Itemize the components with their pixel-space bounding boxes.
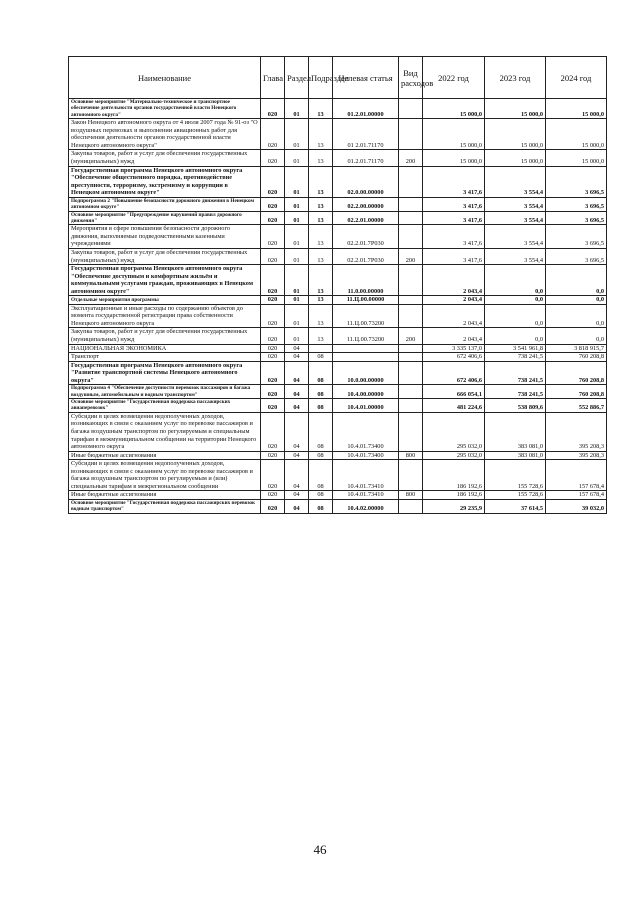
row-name-cell: Государственная программа Ненецкого автономного округа "Развитие транспортной системы Ненецкого автономного округа"	[69, 361, 261, 385]
row-2024-cell: 3 696,5	[546, 225, 607, 249]
table-row	[69, 211, 607, 225]
row-name-cell: Иные бюджетные ассигнования	[69, 451, 261, 460]
header-2023: 2023 год	[485, 57, 546, 99]
row-podrazdel-cell: 13	[309, 328, 333, 344]
row-glava-cell: 020	[261, 265, 285, 296]
row-statya-cell: 10.4.02.00000	[333, 499, 399, 513]
row-vid-cell	[399, 166, 423, 197]
row-2024-cell: 760 208,8	[546, 361, 607, 385]
row-glava-cell: 020	[261, 225, 285, 249]
row-statya-cell: 11.0.00.00000	[333, 265, 399, 296]
row-2022-cell: 481 224,6	[423, 399, 485, 413]
row-podrazdel-cell: 13	[309, 197, 333, 211]
row-podrazdel-cell: 13	[309, 119, 333, 150]
row-name-cell: Основное мероприятие "Материально-техническое и транспортное обеспечение деятельности органов государственной власти Ненецкого автономного округа"	[69, 99, 261, 119]
row-2022-cell: 15 000,0	[423, 150, 485, 166]
table-row	[69, 265, 607, 296]
row-statya-cell: 10.0.00.00000	[333, 361, 399, 385]
row-2022-cell: 3 417,6	[423, 225, 485, 249]
row-razdel-cell: 01	[285, 225, 309, 249]
table-row	[69, 150, 607, 166]
row-2024-cell: 3 696,5	[546, 248, 607, 264]
row-glava-cell: 020	[261, 499, 285, 513]
table-row	[69, 353, 607, 362]
row-2023-cell: 3 541 961,8	[485, 344, 546, 353]
header-glava: Глава	[261, 57, 285, 99]
row-2022-cell: 3 335 137,0	[423, 344, 485, 353]
header-vid: Вид расходов	[399, 57, 423, 99]
table-row	[69, 451, 607, 460]
row-vid-cell	[399, 361, 423, 385]
row-vid-cell: 200	[399, 248, 423, 264]
header-podrazdel: Подраздел	[309, 57, 333, 99]
row-2024-cell: 760 208,8	[546, 385, 607, 399]
row-statya-cell: 02.2.01.7Р030	[333, 248, 399, 264]
row-name-cell: Закупка товаров, работ и услуг для обеспечения государственных (муниципальных) нужд	[69, 248, 261, 264]
row-2022-cell: 186 192,6	[423, 460, 485, 491]
table-row	[69, 385, 607, 399]
row-razdel-cell: 04	[285, 361, 309, 385]
row-glava-cell: 020	[261, 361, 285, 385]
row-glava-cell: 020	[261, 353, 285, 362]
row-2022-cell: 3 417,6	[423, 248, 485, 264]
row-2023-cell: 3 554,4	[485, 197, 546, 211]
row-podrazdel-cell: 13	[309, 304, 333, 328]
row-podrazdel-cell: 08	[309, 491, 333, 500]
row-2023-cell: 3 554,4	[485, 225, 546, 249]
row-podrazdel-cell: 13	[309, 166, 333, 197]
row-podrazdel-cell: 08	[309, 460, 333, 491]
row-statya-cell: 01.2.01.71170	[333, 150, 399, 166]
row-2024-cell: 157 678,4	[546, 491, 607, 500]
row-statya-cell: 10.4.01.73400	[333, 412, 399, 451]
row-2022-cell: 3 417,6	[423, 166, 485, 197]
row-2022-cell: 186 192,6	[423, 491, 485, 500]
table-row	[69, 399, 607, 413]
row-razdel-cell: 04	[285, 491, 309, 500]
row-statya-cell: 10.4.01.00000	[333, 399, 399, 413]
header-2024: 2024 год	[546, 57, 607, 99]
header-name: Наименование	[69, 57, 261, 99]
row-name-cell: Подпрограмма 4 "Обеспечение доступности перевозок пассажиров и багажа воздушным, автомобильным и водным транспортом"	[69, 385, 261, 399]
row-statya-cell: 02.2.00.00000	[333, 197, 399, 211]
table-row	[69, 499, 607, 513]
row-podrazdel-cell: 08	[309, 361, 333, 385]
row-statya-cell: 02.2.01.7Р030	[333, 225, 399, 249]
row-statya-cell: 10.4.01.73400	[333, 451, 399, 460]
row-statya-cell: 10.4.01.73410	[333, 460, 399, 491]
row-razdel-cell: 01	[285, 211, 309, 225]
row-vid-cell	[399, 499, 423, 513]
row-2023-cell: 155 728,6	[485, 491, 546, 500]
row-2024-cell: 3 696,5	[546, 197, 607, 211]
row-name-cell: Мероприятия в сфере повышения безопасности дорожного движения, выполняемые подведомственными казенными учреждениями	[69, 225, 261, 249]
row-podrazdel-cell	[309, 344, 333, 353]
row-glava-cell: 020	[261, 211, 285, 225]
row-statya-cell: 11.Ц.00.73200	[333, 328, 399, 344]
row-glava-cell: 020	[261, 399, 285, 413]
row-2023-cell: 3 554,4	[485, 248, 546, 264]
row-name-cell: Транспорт	[69, 353, 261, 362]
table-row	[69, 296, 607, 305]
row-name-cell: Государственная программа Ненецкого автономного округа "Обеспечение общественного порядка, противодействие преступности, терроризму, экстремизму и коррупции в Ненецком автономном округе"	[69, 166, 261, 197]
row-glava-cell: 020	[261, 119, 285, 150]
row-vid-cell	[399, 211, 423, 225]
row-podrazdel-cell: 08	[309, 353, 333, 362]
row-2024-cell: 0,0	[546, 328, 607, 344]
row-2024-cell: 39 032,0	[546, 499, 607, 513]
row-name-cell: Субсидии в целях возмещения недополученных доходов, возникающих в связи с оказанием услуг по перевозке пассажиров и багажа воздушным транспортом по регулируемым и (или) специальным тарифам в межрегиональном сообщении	[69, 460, 261, 491]
row-vid-cell: 200	[399, 150, 423, 166]
row-2024-cell: 3 818 915,7	[546, 344, 607, 353]
row-2022-cell: 672 406,6	[423, 353, 485, 362]
table-row	[69, 225, 607, 249]
row-2024-cell: 3 696,5	[546, 166, 607, 197]
row-2022-cell: 672 406,6	[423, 361, 485, 385]
row-2023-cell: 37 614,5	[485, 499, 546, 513]
row-name-cell: Основное мероприятие "Предупреждение нарушений правил дорожного движения"	[69, 211, 261, 225]
row-statya-cell	[333, 344, 399, 353]
table-row	[69, 166, 607, 197]
row-2024-cell: 3 696,5	[546, 211, 607, 225]
row-2024-cell: 0,0	[546, 265, 607, 296]
row-vid-cell	[399, 265, 423, 296]
row-vid-cell	[399, 412, 423, 451]
row-razdel-cell: 01	[285, 296, 309, 305]
row-glava-cell: 020	[261, 166, 285, 197]
row-razdel-cell: 01	[285, 304, 309, 328]
row-name-cell: Закупка товаров, работ и услуг для обеспечения государственных (муниципальных) нужд	[69, 150, 261, 166]
row-statya-cell	[333, 353, 399, 362]
row-vid-cell	[399, 399, 423, 413]
row-razdel-cell: 01	[285, 166, 309, 197]
row-vid-cell	[399, 119, 423, 150]
row-glava-cell: 020	[261, 99, 285, 119]
table-row	[69, 119, 607, 150]
table-row	[69, 344, 607, 353]
row-razdel-cell: 04	[285, 451, 309, 460]
row-statya-cell: 01.2.01.00000	[333, 99, 399, 119]
row-glava-cell: 020	[261, 304, 285, 328]
table-row	[69, 304, 607, 328]
row-vid-cell: 200	[399, 328, 423, 344]
row-vid-cell	[399, 197, 423, 211]
row-vid-cell	[399, 344, 423, 353]
row-2024-cell: 15 000,0	[546, 150, 607, 166]
row-glava-cell: 020	[261, 385, 285, 399]
header-razdel: Раздел	[285, 57, 309, 99]
table-row	[69, 99, 607, 119]
table-row	[69, 491, 607, 500]
row-2022-cell: 29 235,9	[423, 499, 485, 513]
table-row	[69, 248, 607, 264]
row-statya-cell: 02.0.00.00000	[333, 166, 399, 197]
row-vid-cell: 800	[399, 451, 423, 460]
row-statya-cell: 10.4.00.00000	[333, 385, 399, 399]
row-2022-cell: 666 054,1	[423, 385, 485, 399]
row-razdel-cell: 04	[285, 344, 309, 353]
row-statya-cell: 11.Ц.00.73200	[333, 304, 399, 328]
row-podrazdel-cell: 13	[309, 296, 333, 305]
row-glava-cell: 020	[261, 491, 285, 500]
row-2023-cell: 738 241,5	[485, 353, 546, 362]
table-row	[69, 197, 607, 211]
row-razdel-cell: 01	[285, 197, 309, 211]
row-glava-cell: 020	[261, 150, 285, 166]
row-name-cell: Закон Ненецкого автономного округа от 4 июля 2007 года № 91-оз "О воздушных перевозках и выполнении авиационных работ для обеспечения деятельности органов государственной власти Ненецкого автономного округа"	[69, 119, 261, 150]
row-statya-cell: 10.4.01.73410	[333, 491, 399, 500]
page-number: 46	[313, 842, 327, 857]
row-razdel-cell: 04	[285, 385, 309, 399]
row-glava-cell: 020	[261, 328, 285, 344]
row-2022-cell: 3 417,6	[423, 197, 485, 211]
row-2024-cell: 395 208,3	[546, 451, 607, 460]
row-razdel-cell: 01	[285, 248, 309, 264]
row-vid-cell	[399, 304, 423, 328]
table-header-row	[69, 57, 607, 99]
row-name-cell: Субсидии в целях возмещения недополученных доходов, возникающих в связи с оказанием услуг по перевозке пассажиров и багажа воздушным транспортом по регулируемым и специальным тарифам в межмуниципальном сообщении на территории Ненецкого автономного округа	[69, 412, 261, 451]
row-2024-cell: 552 886,7	[546, 399, 607, 413]
row-2024-cell: 0,0	[546, 304, 607, 328]
row-statya-cell: 01 2.01.71170	[333, 119, 399, 150]
row-name-cell: НАЦИОНАЛЬНАЯ ЭКОНОМИКА	[69, 344, 261, 353]
row-name-cell: Иные бюджетные ассигнования	[69, 491, 261, 500]
row-razdel-cell: 04	[285, 399, 309, 413]
row-razdel-cell: 01	[285, 150, 309, 166]
row-2023-cell: 0,0	[485, 296, 546, 305]
row-vid-cell	[399, 225, 423, 249]
table-row	[69, 328, 607, 344]
row-podrazdel-cell: 08	[309, 399, 333, 413]
row-glava-cell: 020	[261, 197, 285, 211]
row-2023-cell: 15 000,0	[485, 99, 546, 119]
row-vid-cell	[399, 296, 423, 305]
row-vid-cell	[399, 353, 423, 362]
row-2023-cell: 738 241,5	[485, 385, 546, 399]
row-name-cell: Основное мероприятие "Государственная поддержка пассажирских авиаперевозок"	[69, 399, 261, 413]
row-name-cell: Подпрограмма 2 "Повышение безопасности дорожного движения в Ненецком автономном округе"	[69, 197, 261, 211]
row-podrazdel-cell: 08	[309, 412, 333, 451]
row-name-cell: Закупка товаров, работ и услуг для обеспечения государственных (муниципальных) нужд	[69, 328, 261, 344]
budget-table	[68, 56, 607, 514]
row-2022-cell: 2 043,4	[423, 265, 485, 296]
row-2023-cell: 3 554,4	[485, 211, 546, 225]
row-name-cell: Отдельные мероприятия программы	[69, 296, 261, 305]
row-glava-cell: 020	[261, 451, 285, 460]
table-row	[69, 361, 607, 385]
row-razdel-cell: 01	[285, 119, 309, 150]
row-2023-cell: 383 081,0	[485, 451, 546, 460]
row-razdel-cell: 04	[285, 412, 309, 451]
row-glava-cell: 020	[261, 296, 285, 305]
row-podrazdel-cell: 13	[309, 99, 333, 119]
row-name-cell: Государственная программа Ненецкого автономного округа "Обеспечение доступным и комфортным жильём и коммунальными услугами граждан, проживающих в Ненецком автономном округе"	[69, 265, 261, 296]
row-2023-cell: 738 241,5	[485, 361, 546, 385]
row-glava-cell: 020	[261, 248, 285, 264]
table-body	[69, 99, 607, 514]
row-podrazdel-cell: 08	[309, 451, 333, 460]
row-razdel-cell: 01	[285, 99, 309, 119]
row-glava-cell: 020	[261, 460, 285, 491]
row-2023-cell: 3 554,4	[485, 166, 546, 197]
row-2024-cell: 760 208,8	[546, 353, 607, 362]
header-2022: 2022 год	[423, 57, 485, 99]
row-2022-cell: 15 000,0	[423, 99, 485, 119]
row-2024-cell: 395 208,3	[546, 412, 607, 451]
row-2022-cell: 295 032,0	[423, 412, 485, 451]
row-podrazdel-cell: 08	[309, 499, 333, 513]
row-razdel-cell: 04	[285, 353, 309, 362]
row-2022-cell: 2 043,4	[423, 304, 485, 328]
row-2024-cell: 157 678,4	[546, 460, 607, 491]
row-2024-cell: 15 000,0	[546, 99, 607, 119]
row-statya-cell: 11.Ц.00.00000	[333, 296, 399, 305]
row-vid-cell	[399, 385, 423, 399]
row-2023-cell: 0,0	[485, 265, 546, 296]
row-2023-cell: 15 000,0	[485, 150, 546, 166]
row-statya-cell: 02.2.01.00000	[333, 211, 399, 225]
row-2023-cell: 538 809,6	[485, 399, 546, 413]
row-2022-cell: 15 000,0	[423, 119, 485, 150]
row-2023-cell: 155 728,6	[485, 460, 546, 491]
header-statya: Целевая статья	[333, 57, 399, 99]
row-glava-cell: 020	[261, 412, 285, 451]
row-vid-cell	[399, 99, 423, 119]
row-2022-cell: 295 032,0	[423, 451, 485, 460]
row-2023-cell: 15 000,0	[485, 119, 546, 150]
row-razdel-cell: 04	[285, 499, 309, 513]
row-2022-cell: 2 043,4	[423, 328, 485, 344]
row-2023-cell: 383 081,0	[485, 412, 546, 451]
row-podrazdel-cell: 13	[309, 211, 333, 225]
row-podrazdel-cell: 13	[309, 150, 333, 166]
row-podrazdel-cell: 08	[309, 385, 333, 399]
row-razdel-cell: 04	[285, 460, 309, 491]
row-2024-cell: 15 000,0	[546, 119, 607, 150]
row-podrazdel-cell: 13	[309, 265, 333, 296]
row-razdel-cell: 01	[285, 328, 309, 344]
row-vid-cell	[399, 460, 423, 491]
row-podrazdel-cell: 13	[309, 248, 333, 264]
row-glava-cell: 020	[261, 344, 285, 353]
table-row	[69, 412, 607, 451]
row-2024-cell: 0,0	[546, 296, 607, 305]
row-2022-cell: 2 043,4	[423, 296, 485, 305]
row-2023-cell: 0,0	[485, 304, 546, 328]
row-razdel-cell: 01	[285, 265, 309, 296]
row-podrazdel-cell: 13	[309, 225, 333, 249]
row-name-cell: Основное мероприятие "Государственная поддержка пассажирских перевозок водным транспортом"	[69, 499, 261, 513]
row-2023-cell: 0,0	[485, 328, 546, 344]
table-row	[69, 460, 607, 491]
row-vid-cell: 800	[399, 491, 423, 500]
row-name-cell: Эксплуатационные и иные расходы по содержанию объектов до момента государственной регистрации права собственности Ненецкого автономного округа	[69, 304, 261, 328]
row-2022-cell: 3 417,6	[423, 211, 485, 225]
